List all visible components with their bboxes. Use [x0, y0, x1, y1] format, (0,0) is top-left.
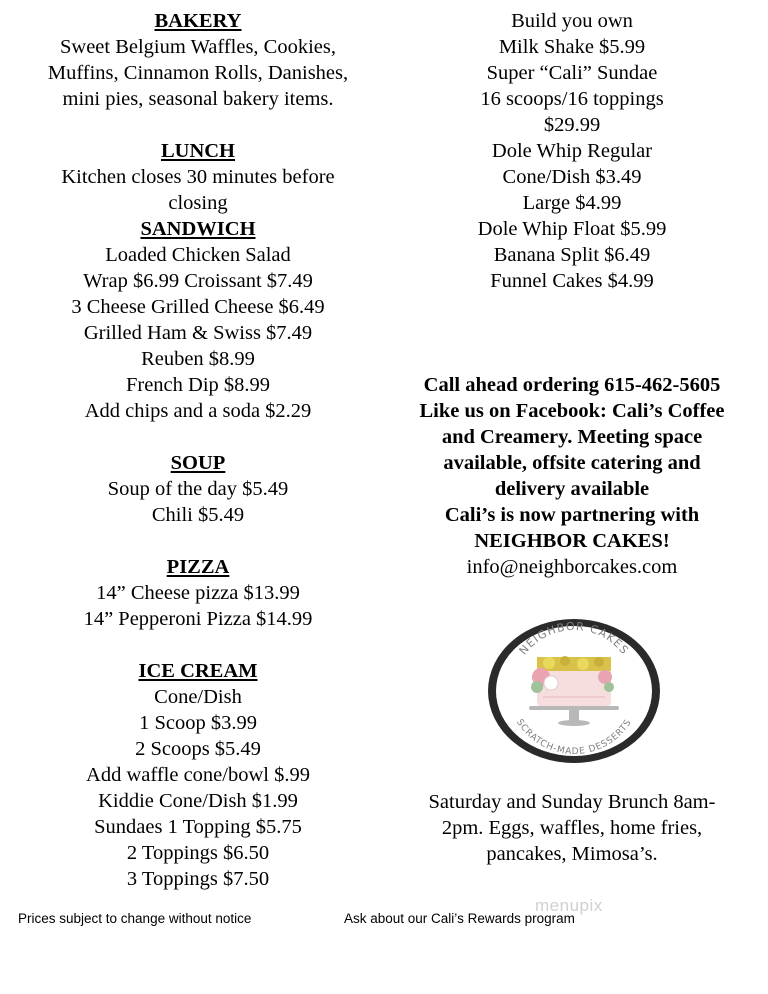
soup-section	[0, 450, 396, 528]
ice-cream-section	[0, 658, 396, 892]
soup-line: Soup of the day $5.49	[107, 478, 289, 500]
bakery-section	[0, 8, 396, 112]
info-line: delivery available	[494, 478, 650, 500]
treat-line: Build you own	[511, 10, 633, 32]
pizza-section	[0, 554, 396, 632]
footer-price-note: Prices subject to change without notice	[18, 911, 252, 926]
ice-cream-line: 2 Scoops $5.49	[135, 738, 261, 760]
info-line: NEIGHBOR CAKES!	[474, 530, 670, 552]
logo-bottom-text: SCRATCH-MADE DESSERTS	[514, 717, 634, 758]
sandwich-line: Wrap $6.99 Croissant $7.49	[83, 270, 313, 292]
pizza-line: 14” Cheese pizza $13.99	[96, 582, 300, 604]
lunch-heading: LUNCH	[160, 140, 236, 162]
treat-line: Milk Shake $5.99	[498, 36, 646, 58]
brunch-line: pancakes, Mimosa’s.	[486, 843, 658, 865]
ice-cream-line: Kiddie Cone/Dish $1.99	[98, 790, 298, 812]
sandwich-line: Add chips and a soda $2.29	[84, 400, 312, 422]
lunch-line: closing	[168, 192, 228, 214]
ice-cream-line: 3 Toppings $7.50	[126, 868, 270, 890]
treat-line: Dole Whip Float $5.99	[477, 218, 667, 240]
ice-cream-line: Cone/Dish	[154, 686, 242, 708]
ice-cream-line: Add waffle cone/bowl $.99	[86, 764, 310, 786]
sandwich-line: French Dip $8.99	[125, 374, 271, 396]
soup-line: Chili $5.49	[151, 504, 245, 526]
bakery-line: Sweet Belgium Waffles, Cookies,	[59, 36, 337, 58]
treat-line: Banana Split $6.49	[493, 244, 651, 266]
brunch-section	[384, 789, 760, 867]
info-line: Call ahead ordering 615-462-5605	[423, 374, 721, 396]
info-line: available, offsite catering and	[443, 452, 701, 474]
ice-cream-line: Sundaes 1 Topping $5.75	[94, 816, 302, 838]
ice-cream-heading: ICE CREAM	[138, 660, 258, 682]
treat-line: 16 scoops/16 toppings	[480, 88, 664, 110]
pizza-line: 14” Pepperoni Pizza $14.99	[83, 608, 313, 630]
treat-line: Dole Whip Regular	[491, 140, 653, 162]
neighbor-cakes-logo	[485, 617, 663, 765]
brunch-line: Saturday and Sunday Brunch 8am-	[428, 791, 716, 813]
info-line: Like us on Facebook: Cali’s Coffee	[419, 400, 725, 422]
lunch-section	[0, 138, 396, 216]
menupix-watermark: menupix	[535, 896, 603, 915]
treats-section	[384, 8, 760, 294]
sandwich-line: Reuben $8.99	[141, 348, 255, 370]
treat-line: Funnel Cakes $4.99	[490, 270, 654, 292]
ice-cream-line: 1 Scoop $3.99	[139, 712, 257, 734]
left-column	[0, 8, 396, 892]
sandwich-line: 3 Cheese Grilled Cheese $6.49	[71, 296, 325, 318]
sandwich-line: Grilled Ham & Swiss $7.49	[83, 322, 313, 344]
footer-rewards-note: Ask about our Cali’s Rewards program	[344, 911, 575, 926]
email-link[interactable]: info@neighborcakes.com	[466, 556, 678, 578]
treat-line: $29.99	[543, 114, 601, 136]
info-section	[384, 372, 760, 554]
bakery-line: Muffins, Cinnamon Rolls, Danishes,	[47, 62, 349, 84]
treat-line: Large $4.99	[522, 192, 622, 214]
ice-cream-line: 2 Toppings $6.50	[126, 842, 270, 864]
bakery-heading: BAKERY	[154, 10, 242, 32]
info-line: and Creamery. Meeting space	[441, 426, 703, 448]
bakery-line: mini pies, seasonal bakery items.	[62, 88, 334, 110]
pizza-heading: PIZZA	[166, 556, 230, 578]
sandwich-heading: SANDWICH	[140, 218, 256, 240]
lunch-line: Kitchen closes 30 minutes before	[61, 166, 335, 188]
logo-top-text: NEIGHBOR CAKES	[516, 619, 632, 658]
sandwich-line: Loaded Chicken Salad	[105, 244, 291, 266]
sandwich-section	[0, 216, 396, 424]
treat-line: Cone/Dish $3.49	[502, 166, 642, 188]
soup-heading: SOUP	[170, 452, 226, 474]
brunch-line: 2pm. Eggs, waffles, home fries,	[441, 817, 703, 839]
treat-line: Super “Cali” Sundae	[486, 62, 658, 84]
right-column	[384, 8, 760, 580]
info-line: Cali’s is now partnering with	[444, 504, 700, 526]
